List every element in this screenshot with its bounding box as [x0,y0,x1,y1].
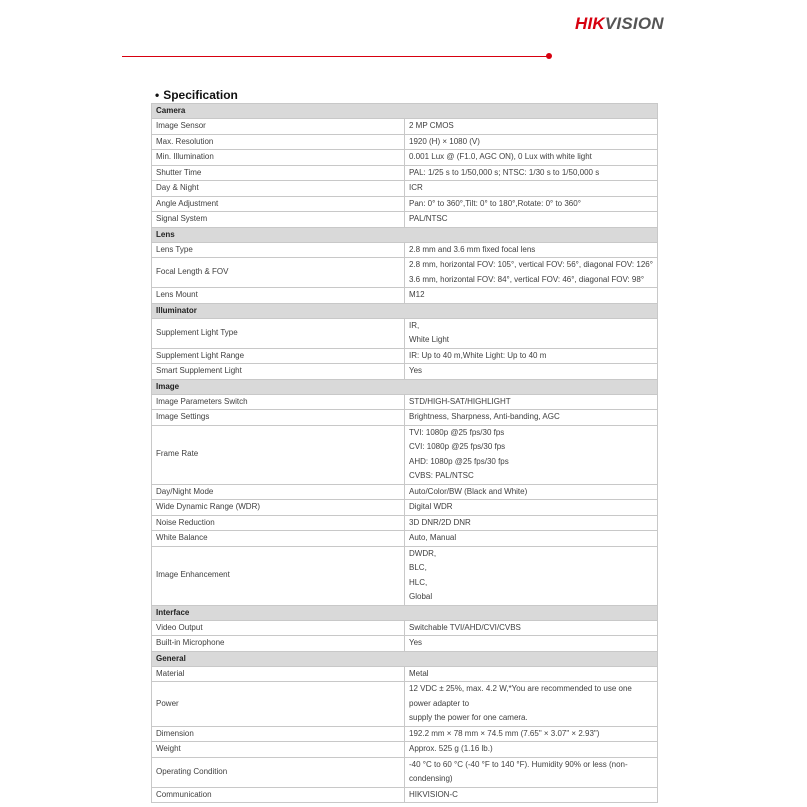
spec-label: Image Parameters Switch [152,394,405,410]
spec-value-line: DWDR, [409,548,437,558]
table-row [152,165,658,181]
spec-label: Angle Adjustment [152,196,405,212]
spec-value [405,546,658,605]
table-row [152,181,658,197]
spec-label: Dimension [152,726,405,742]
table-row [152,636,658,652]
spec-value [405,394,658,410]
spec-label: Communication [152,787,405,803]
section-header: Image [152,379,658,394]
section-header: General [152,651,658,666]
header-divider-dot [546,53,552,59]
spec-value-line: Brightness, Sharpness, Anti-banding, AGC [409,412,560,421]
spec-value [405,531,658,547]
spec-label: Operating Condition [152,757,405,787]
spec-value-line: White Light [409,335,450,344]
section-header: Camera [152,104,658,119]
section-header: Illuminator [152,303,658,318]
spec-value-line: IR, [409,320,420,330]
spec-label: Supplement Light Range [152,348,405,364]
spec-label: Built-in Microphone [152,636,405,652]
spec-value-line: 3.6 mm, horizontal FOV: 84°, vertical FOV: 46°, diagonal FOV: 98° [409,274,645,284]
table-row [152,500,658,516]
spec-value-line: ICR [409,183,423,192]
table-row [152,134,658,150]
section-header-row [152,605,658,620]
spec-value [405,515,658,531]
spec-value-line: 0.001 Lux @ (F1.0, AGC ON), 0 Lux with white light [409,152,592,161]
spec-value-line: 2 MP CMOS [409,121,454,130]
spec-value-line: Approx. 525 g (1.16 lb.) [409,744,493,753]
table-row [152,394,658,410]
spec-label: Lens Type [152,242,405,258]
spec-label: Power [152,682,405,727]
spec-value-line: IR: Up to 40 m,White Light: Up to 40 m [409,350,547,360]
spec-value-line: Pan: 0° to 360°,Tilt: 0° to 180°,Rotate: 0° to 360° [409,198,581,208]
spec-value [405,212,658,228]
spec-value-line: Metal [409,668,429,678]
spec-label: Min. Illumination [152,150,405,166]
spec-value [405,364,658,380]
spec-value-line: PAL: 1/25 s to 1/50,000 s; NTSC: 1/30 s to 1/50,000 s [409,167,600,177]
table-row [152,546,658,605]
table-row [152,196,658,212]
section-header: Interface [152,605,658,620]
spec-label: Video Output [152,620,405,636]
spec-value-line: 12 VDC ± 25%, max. 4.2 W,*You are recommended to use one power adapter to [409,684,632,708]
spec-value [405,666,658,682]
table-row [152,242,658,258]
spec-value [405,318,658,348]
table-row [152,288,658,304]
spec-value-line: Auto, Manual [409,533,457,542]
spec-value-line: 2.8 mm, horizontal FOV: 105°, vertical FOV: 56°, diagonal FOV: 126° [409,260,653,269]
spec-value-line: 192.2 mm × 78 mm × 74.5 mm (7.65" × 3.07" × 2.93") [409,728,600,738]
brand-logo-vision: VISION [604,14,664,33]
table-row [152,150,658,166]
spec-value-line: 1920 (H) × 1080 (V) [409,136,480,146]
spec-value [405,181,658,197]
table-row [152,757,658,787]
spec-value-line: Digital WDR [409,502,453,511]
bullet-icon: • [155,88,160,102]
spec-label: Day/Night Mode [152,484,405,500]
spec-label: Image Enhancement [152,546,405,605]
spec-value-line: CVI: 1080p @25 fps/30 fps [409,442,506,451]
spec-value-line: supply the power for one camera. [409,713,528,722]
spec-value-line: HLC, [409,577,428,587]
spec-label: Supplement Light Type [152,318,405,348]
spec-value-line: AHD: 1080p @25 fps/30 fps [409,456,509,466]
spec-value [405,636,658,652]
table-row [152,742,658,758]
spec-value-line: Yes [409,638,423,647]
section-header-row [152,379,658,394]
spec-value [405,134,658,150]
section-header: Lens [152,227,658,242]
spec-value-line: HIKVISION-C [409,789,458,799]
table-row [152,726,658,742]
spec-value [405,425,658,484]
spec-value-line: TVI: 1080p @25 fps/30 fps [409,427,505,437]
spec-value-line: 2.8 mm and 3.6 mm fixed focal lens [409,244,536,254]
spec-value [405,726,658,742]
section-heading [155,88,238,102]
section-header-row [152,303,658,318]
spec-value-line: CVBS: PAL/NTSC [409,471,474,480]
spec-value [405,484,658,500]
table-row [152,682,658,727]
spec-value [405,757,658,787]
table-row [152,318,658,348]
specification-table [151,103,658,803]
spec-value-line: PAL/NTSC [409,214,448,223]
table-row [152,425,658,484]
spec-label: Signal System [152,212,405,228]
section-header-row [152,104,658,119]
spec-value [405,196,658,212]
table-row [152,787,658,803]
spec-label: Shutter Time [152,165,405,181]
spec-label: Smart Supplement Light [152,364,405,380]
spec-value [405,787,658,803]
page-title: Specification [163,88,238,102]
spec-value-line: Auto/Color/BW (Black and White) [409,486,528,496]
section-header-row [152,651,658,666]
spec-value [405,682,658,727]
spec-value [405,242,658,258]
spec-label: Image Settings [152,410,405,426]
spec-label: Image Sensor [152,119,405,135]
spec-label: Material [152,666,405,682]
spec-value-line: STD/HIGH-SAT/HIGHLIGHT [409,396,511,406]
spec-value-line: Yes [409,366,423,375]
spec-value [405,288,658,304]
spec-value [405,742,658,758]
header-divider [122,56,550,57]
spec-value-line: Switchable TVI/AHD/CVI/CVBS [409,622,521,632]
table-row [152,515,658,531]
spec-label: Noise Reduction [152,515,405,531]
spec-label: Focal Length & FOV [152,258,405,288]
table-row [152,212,658,228]
spec-value-line: 3D DNR/2D DNR [409,517,471,527]
spec-value [405,165,658,181]
spec-label: Weight [152,742,405,758]
table-row [152,666,658,682]
table-row [152,531,658,547]
spec-label: Wide Dynamic Range (WDR) [152,500,405,516]
spec-value [405,620,658,636]
spec-label: Day & Night [152,181,405,197]
spec-value [405,410,658,426]
spec-value [405,119,658,135]
spec-value [405,500,658,516]
spec-label: Max. Resolution [152,134,405,150]
spec-value [405,150,658,166]
spec-value-line: Global [409,592,433,601]
table-row [152,258,658,288]
table-row [152,484,658,500]
table-row [152,348,658,364]
spec-value-line: M12 [409,290,425,299]
spec-value-line: -40 °C to 60 °C (-40 °F to 140 °F). Humidity 90% or less (non-condensing) [409,759,628,783]
table-row [152,410,658,426]
table-row [152,620,658,636]
section-header-row [152,227,658,242]
spec-label: Lens Mount [152,288,405,304]
table-row [152,119,658,135]
spec-value-line: BLC, [409,563,427,572]
table-row [152,364,658,380]
brand-logo [575,14,664,34]
spec-label: White Balance [152,531,405,547]
spec-value [405,348,658,364]
brand-logo-hik: HIK [575,14,605,33]
spec-label: Frame Rate [152,425,405,484]
spec-value [405,258,658,288]
